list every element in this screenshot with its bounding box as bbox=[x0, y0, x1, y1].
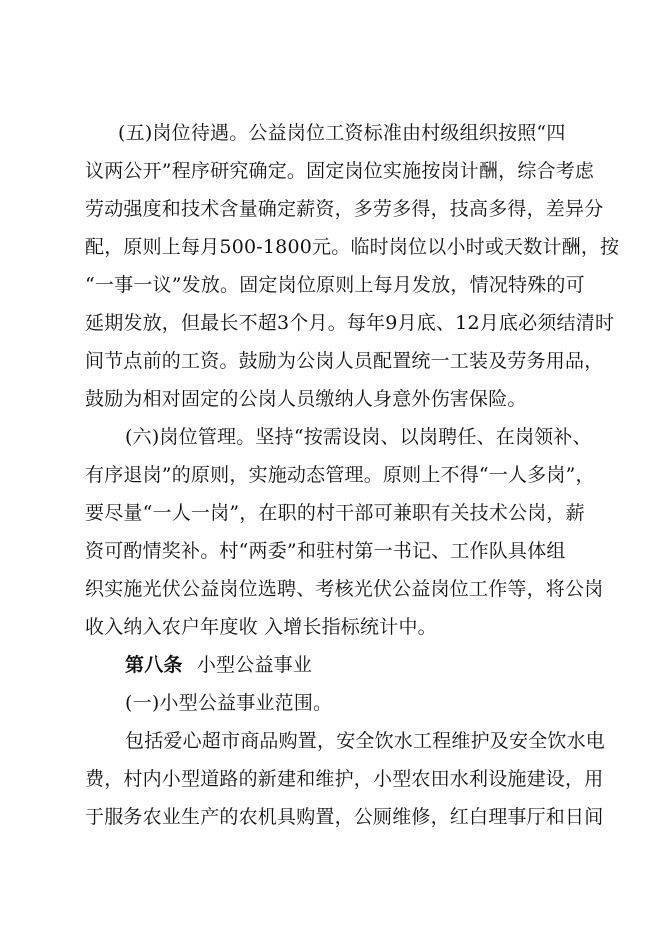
para5-line-8: 鼓励为相对固定的公岗人员缴纳人身意外伤害保险。 bbox=[85, 388, 527, 410]
section-1-title: (一)小型公益事业范围。 bbox=[125, 692, 333, 714]
article-8-heading bbox=[125, 652, 312, 678]
para5-line-7: 间节点前的工资。鼓励为公岗人员配置统一工装及劳务用品， bbox=[85, 350, 604, 372]
para5-line-6: 延期发放，但最长不超3个月。每年9月底、12月底必须结清时 bbox=[85, 312, 615, 334]
section-1-line-1: 包括爱心超市商品购置，安全饮水工程维护及安全饮水电 bbox=[125, 730, 606, 752]
para5-line-2: 议两公开”程序研究确定。固定岗位实施按岗计酬，综合考虑 bbox=[85, 160, 595, 182]
para5-line-4: 配，原则上每月500-1800元。临时岗位以小时或天数计酬，按 bbox=[85, 236, 620, 258]
para6-line-4: 资可酌情奖补。村“两委”和驻村第一书记、工作队具体组 bbox=[85, 540, 566, 562]
para6-line-2: 有序退岗”的原则，实施动态管理。原则上不得“一人多岗”， bbox=[85, 464, 595, 486]
section-1-line-2: 费，村内小型道路的新建和维护，小型农田水利设施建设，用 bbox=[85, 768, 604, 790]
para6-line-5: 织实施光伏公益岗位选聘、考核光伏公益岗位工作等，将公岗 bbox=[85, 578, 604, 600]
section-1-line-3: 于服务农业生产的农机具购置，公厕维修，红白理事厅和日间 bbox=[85, 806, 604, 828]
para6-line-1: (六)岗位管理。坚持“按需设岗、以岗聘任、在岗领补、 bbox=[125, 426, 592, 448]
article-8-number: 第八条 bbox=[125, 654, 183, 676]
para6-line-6: 收入纳入农户年度收 入增长指标统计中。 bbox=[85, 616, 437, 638]
article-8-title: 小型公益事业 bbox=[196, 654, 313, 676]
para5-line-3: 劳动强度和技术含量确定薪资，多劳多得，技高多得，差异分 bbox=[85, 198, 604, 220]
para5-line-1: (五)岗位待遇。公益岗位工资标准由村级组织按照“四 bbox=[118, 122, 566, 144]
para6-line-3: 要尽量“一人一岗”，在职的村干部可兼职有关技术公岗，薪 bbox=[85, 502, 585, 524]
para5-line-5: “一事一议”发放。固定岗位原则上每月发放，情况特殊的可 bbox=[85, 274, 585, 296]
